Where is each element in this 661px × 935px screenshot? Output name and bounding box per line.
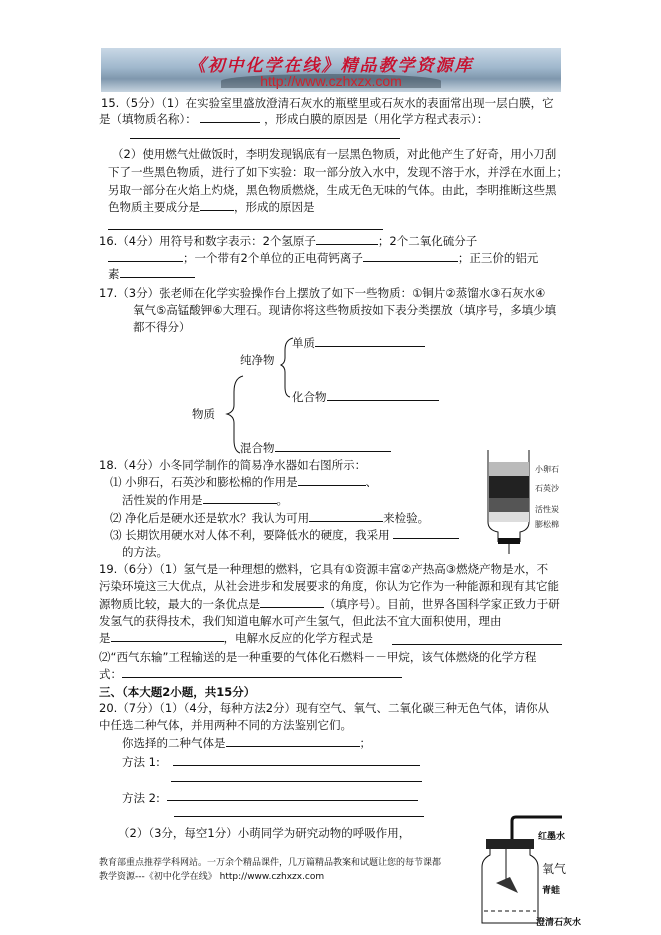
q15-p2-line1: （2）使用燃气灶做饭时，李明发现锅底有一层黑色物质，对此他产生了好奇，用小刀刮 (112, 147, 557, 161)
method1-line[interactable] (173, 765, 420, 766)
q15-p2-line2: 下了一些黑色物质，进行了如下实验：取一部分放入水中，发现不溶于水，并浮在水面上； (108, 165, 568, 179)
method2-label: 方法 2: (122, 791, 160, 805)
q18-line2 (110, 474, 377, 490)
text: ，电解水反应的化学方程式是 (223, 631, 373, 645)
q19-line6: ⑵“西气东输”工程输送的是一种重要的气体化石燃料－－甲烷，该气体燃烧的化学方程 (99, 650, 537, 664)
text: 混合物 (240, 441, 275, 455)
q19-line7 (99, 666, 402, 682)
label-cotton: 膨松棉 (535, 520, 559, 529)
q18-line6: 的方法。 (122, 545, 168, 559)
text: 单质 (292, 336, 315, 350)
method2-line[interactable] (167, 800, 418, 801)
text: 来检验。 (383, 511, 430, 525)
label-oxygen: 氧气 (542, 862, 567, 876)
blank[interactable] (298, 474, 366, 486)
text: 素 (108, 267, 120, 281)
blank[interactable] (309, 510, 383, 522)
q19-line1: 19.（6分）（1）氢气是一种理想的燃料，它具有①资源丰富②产热高③燃烧产物是水，不 (99, 562, 549, 576)
text: ⑴ 小卵石，石英沙和膨松棉的作用是 (110, 475, 298, 489)
q20-line1: 20.（7分）（1）（4分，每种方法2分）现有空气、氧气、二氧化碳三种无色气体，请你从 (99, 701, 550, 715)
q19-line2: 污染环境这三大优点，从社会进步和发展要求的角度，你认为它作为一种能源和现有其它能 (99, 579, 559, 593)
banner-url: http://www.czhxzx.com (260, 73, 402, 89)
tree-mixture (240, 440, 391, 456)
q19-line4: 发氢气的获得技术，我们知道电解水可产生氢气，但此法不宜大面积使用，理由 (99, 614, 502, 628)
q17-line1: 17.（3分）张老师在化学实验操作台上摆放了如下一些物质：①铜片②蒸馏水③石灰水④ (99, 286, 546, 300)
tree-compound (292, 389, 439, 405)
text: 是（填物质名称）： (99, 112, 197, 126)
blank[interactable] (226, 735, 360, 747)
label-pebble: 小卵石 (535, 465, 559, 474)
tree-pure: 纯净物 (240, 353, 275, 367)
q18-line5 (110, 527, 459, 543)
method1-line2[interactable] (171, 781, 422, 782)
section-three-heading: 三、（本大题2小题，共15分） (99, 685, 256, 699)
text: ；一个带有2个单位的正电荷钙离子 (183, 251, 363, 265)
text: ；2个二氧化硫分子 (377, 234, 478, 248)
footer-url[interactable]: http://www.czhxzx.com (219, 872, 325, 882)
blank[interactable] (327, 389, 439, 401)
text: ； (359, 736, 371, 750)
label-limewater: 澄清石灰水 (536, 918, 582, 928)
blank[interactable] (203, 492, 277, 504)
q20-part2: （2）（3分，每空1分）小萌同学为研究动物的呼吸作用， (118, 826, 411, 840)
blank[interactable] (260, 596, 324, 608)
label-frog: 青蛙 (542, 886, 561, 896)
text: 、 (365, 475, 378, 489)
footer-line2 (99, 869, 324, 885)
q17-line2: 氧气⑤高锰酸钾⑥大理石。现请你将这些物质按如下表分类摆放（填序号，多填少填 (133, 303, 557, 317)
text: 。 (276, 493, 288, 507)
blank[interactable] (315, 335, 425, 347)
method1-label: 方法 1: (122, 755, 160, 769)
text: 16.（4分）用符号和数字表示：2个氢原子 (99, 234, 316, 248)
banner-title: 《初中化学在线》精品教学资源库 (188, 56, 474, 76)
q19-line5 (99, 630, 373, 646)
text: ⑶ 长期饮用硬水对人体不利，要降低水的硬度，我采用 (110, 528, 390, 542)
text: 色物质主要成分是 (108, 200, 200, 214)
q20-line2: 中任选二种气体，并用两种不同的方法鉴别它们。 (99, 718, 352, 732)
text: ⑵ 净化后是硬水还是软水？我认为可用 (110, 511, 310, 525)
tree-root: 物质 (192, 407, 215, 421)
text: 式： (99, 667, 122, 681)
label-red-ink: 红墨水 (538, 832, 566, 842)
q18-line3 (122, 492, 288, 508)
label-activated-carbon: 活性炭 (535, 505, 559, 514)
text: 你选择的二种气体是 (122, 736, 226, 750)
blank[interactable] (393, 527, 459, 539)
q15-p2-line3: 另取一部分在火焰上灼烧，黑色物质燃烧，生成无色无味的气体。由此，李明推断这些黑 (108, 183, 557, 197)
text: ，形成白膜的原因是（用化学方程式表示）： (264, 112, 489, 126)
q20-line3 (122, 735, 371, 751)
text: 化合物 (292, 390, 327, 404)
tree-element (292, 335, 425, 351)
q15-line1: 15.（5分）（1）在实验室里盛放澄清石灰水的瓶壁里或石灰水的表面常出现一层白膜，它 (101, 96, 554, 110)
footer-line1: 教育部重点推荐学科网站。一万余个精品课件，几万篇精品教案和试题让您的每节课都 (99, 858, 442, 868)
q17-line3: 都不得分） (133, 320, 191, 334)
blank[interactable] (111, 630, 224, 642)
answer-line[interactable] (392, 644, 562, 645)
q19-line3 (99, 596, 560, 612)
q18-line1: 18.（4分）小冬同学制作的简易净水器如右图所示： (99, 458, 367, 472)
water-purifier-figure (484, 450, 534, 556)
text: 活性炭的作用是 (122, 493, 203, 507)
text: 源物质比较，最大的一条优点是 (99, 597, 260, 611)
text: ，形成的原因是 (234, 200, 315, 214)
blank[interactable] (122, 666, 402, 678)
text: （填序号）。目前，世界各国科学家正致力于研 (324, 597, 560, 611)
label-quartz-sand: 石英沙 (535, 484, 559, 493)
method2-line2[interactable] (174, 816, 424, 817)
q18-line4 (110, 510, 429, 526)
blank[interactable] (275, 440, 391, 452)
text: 教学资源---《初中化学在线》 (99, 872, 217, 882)
text: ；正三价的铝元 (457, 251, 539, 265)
text: 是 (99, 631, 111, 645)
